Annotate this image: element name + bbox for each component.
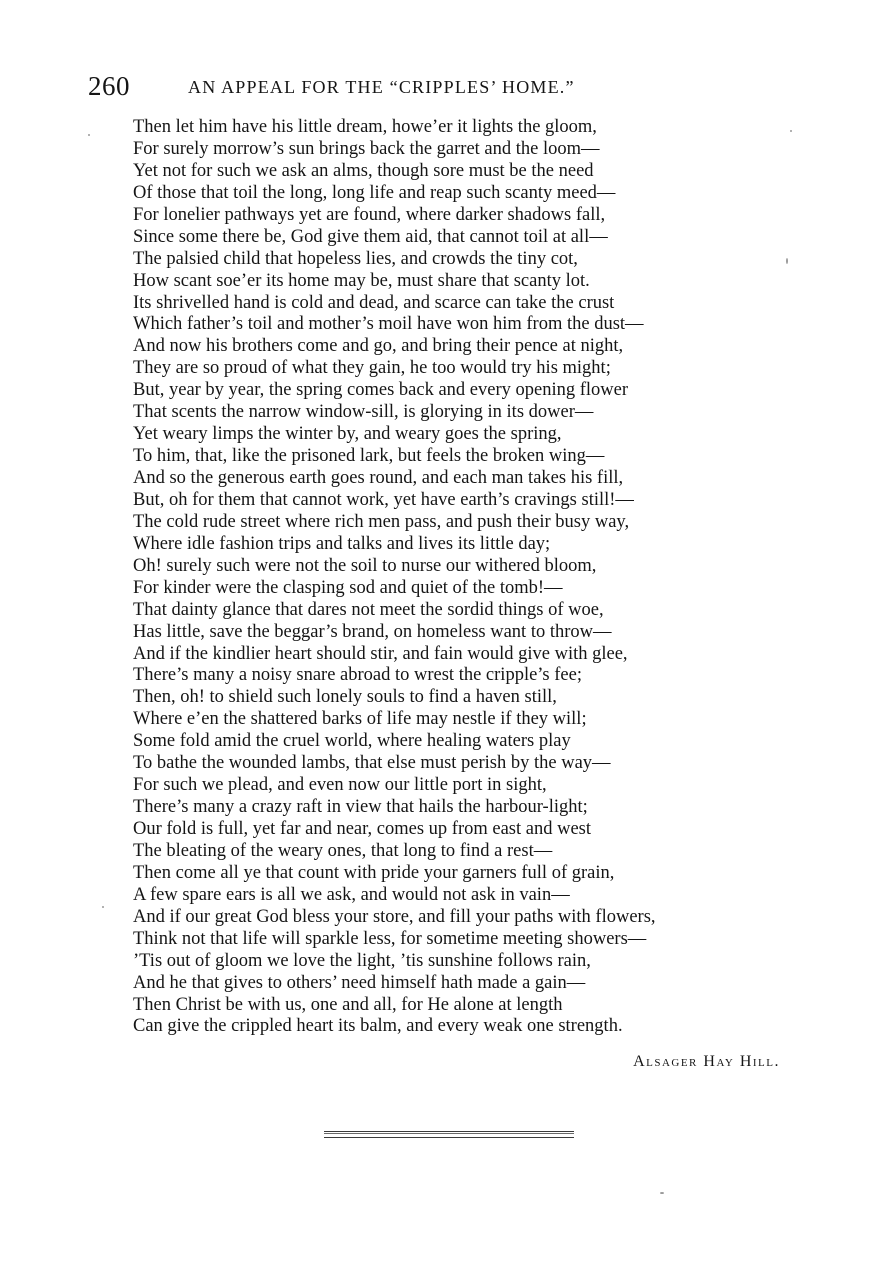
- poem-line: But, oh for them that cannot work, yet have earth’s cravings still!—: [133, 489, 634, 510]
- poem-line: Can give the crippled heart its balm, and every weak one strength.: [133, 1016, 623, 1037]
- page-number: 260: [88, 71, 130, 101]
- poem-line: The bleating of the weary ones, that long to find a rest—: [133, 840, 553, 861]
- poem-line: ’Tis out of gloom we love the light, ’tis sunshine follows rain,: [133, 950, 591, 971]
- poem-line: There’s many a crazy raft in view that hails the harbour-light;: [133, 797, 588, 818]
- poem-line: That scents the narrow window-sill, is glorying in its dower—: [133, 402, 594, 423]
- poem-line: How scant soe’er its home may be, must share that scanty lot.: [133, 270, 590, 291]
- poem-line: The palsied child that hopeless lies, and crowds the tiny cot,: [133, 248, 578, 269]
- poem-line: Its shrivelled hand is cold and dead, and scarce can take the crust: [133, 292, 615, 313]
- poem-line: They are so proud of what they gain, he too would try his might;: [133, 358, 611, 379]
- poem-line: Which father’s toil and mother’s moil have won him from the dust—: [133, 314, 644, 335]
- poem-line: And he that gives to others’ need himself hath made a gain—: [133, 972, 586, 993]
- poem-line: Think not that life will sparkle less, for sometime meeting showers—: [133, 928, 647, 949]
- poem-line: Then let him have his little dream, howe’er it lights the gloom,: [133, 117, 597, 137]
- poem-line: And now his brothers come and go, and bring their pence at night,: [133, 336, 624, 357]
- poem-line: Yet not for such we ask an alms, though sore must be the need: [133, 160, 594, 181]
- poem-line: Then Christ be with us, one and all, for He alone at length: [133, 994, 563, 1015]
- poem-line: But, year by year, the spring comes back and every opening flower: [133, 380, 628, 401]
- section-divider-inner-line: [324, 1133, 574, 1134]
- section-divider-rule: [324, 1131, 574, 1138]
- poem-line: Where idle fashion trips and talks and lives its little day;: [133, 533, 551, 554]
- author-signature: Alsager Hay Hill.: [633, 1053, 780, 1070]
- paper-speck: [102, 906, 104, 908]
- poem-line: For kinder were the clasping sod and quiet of the tomb!—: [133, 577, 563, 598]
- running-head: AN APPEAL FOR THE “CRIPPLES’ HOME.”: [188, 77, 575, 97]
- poem-line: Of those that toil the long, long life and reap such scanty meed—: [133, 182, 616, 203]
- paper-speck: [790, 130, 792, 132]
- poem-line: Then, oh! to shield such lonely souls to find a haven still,: [133, 687, 557, 708]
- poem-line: To bathe the wounded lambs, that else must perish by the way—: [133, 753, 611, 774]
- poem-line: Some fold amid the cruel world, where healing waters play: [133, 731, 571, 752]
- poem-line: There’s many a noisy snare abroad to wrest the cripple’s fee;: [133, 665, 582, 686]
- poem-line: To him, that, like the prisoned lark, but feels the broken wing—: [133, 446, 605, 467]
- poem-line: Then come all ye that count with pride your garners full of grain,: [133, 862, 615, 883]
- poem-line: Since some there be, God give them aid, that cannot toil at all—: [133, 226, 608, 247]
- paper-speck: [786, 258, 788, 264]
- poem-line: And if the kindlier heart should stir, and fain would give with glee,: [133, 643, 628, 664]
- poem-line: Yet weary limps the winter by, and weary goes the spring,: [133, 424, 562, 445]
- poem-line: Our fold is full, yet far and near, comes up from east and west: [133, 819, 592, 839]
- poem-line: Oh! surely such were not the soil to nurse our withered bloom,: [133, 555, 597, 576]
- paper-speck: [88, 134, 90, 136]
- poem-line: The cold rude street where rich men pass, and push their busy way,: [133, 511, 630, 532]
- poem-body: [133, 117, 813, 1038]
- page-header: [88, 66, 808, 106]
- poem-line: A few spare ears is all we ask, and would not ask in vain—: [133, 884, 570, 905]
- paper-speck: [660, 1192, 664, 1194]
- poem-line: And so the generous earth goes round, and each man takes his fill,: [133, 468, 624, 488]
- poem-line: For surely morrow’s sun brings back the garret and the loom—: [133, 138, 600, 159]
- poem-line: For such we plead, and even now our little port in sight,: [133, 775, 547, 796]
- poem-line: For lonelier pathways yet are found, where darker shadows fall,: [133, 204, 606, 225]
- poem-line: Where e’en the shattered barks of life may nestle if they will;: [133, 709, 587, 730]
- poem-line: That dainty glance that dares not meet the sordid things of woe,: [133, 599, 604, 620]
- poem-line: And if our great God bless your store, and fill your paths with flowers,: [133, 906, 656, 927]
- poem-line: Has little, save the beggar’s brand, on homeless want to throw—: [133, 621, 612, 642]
